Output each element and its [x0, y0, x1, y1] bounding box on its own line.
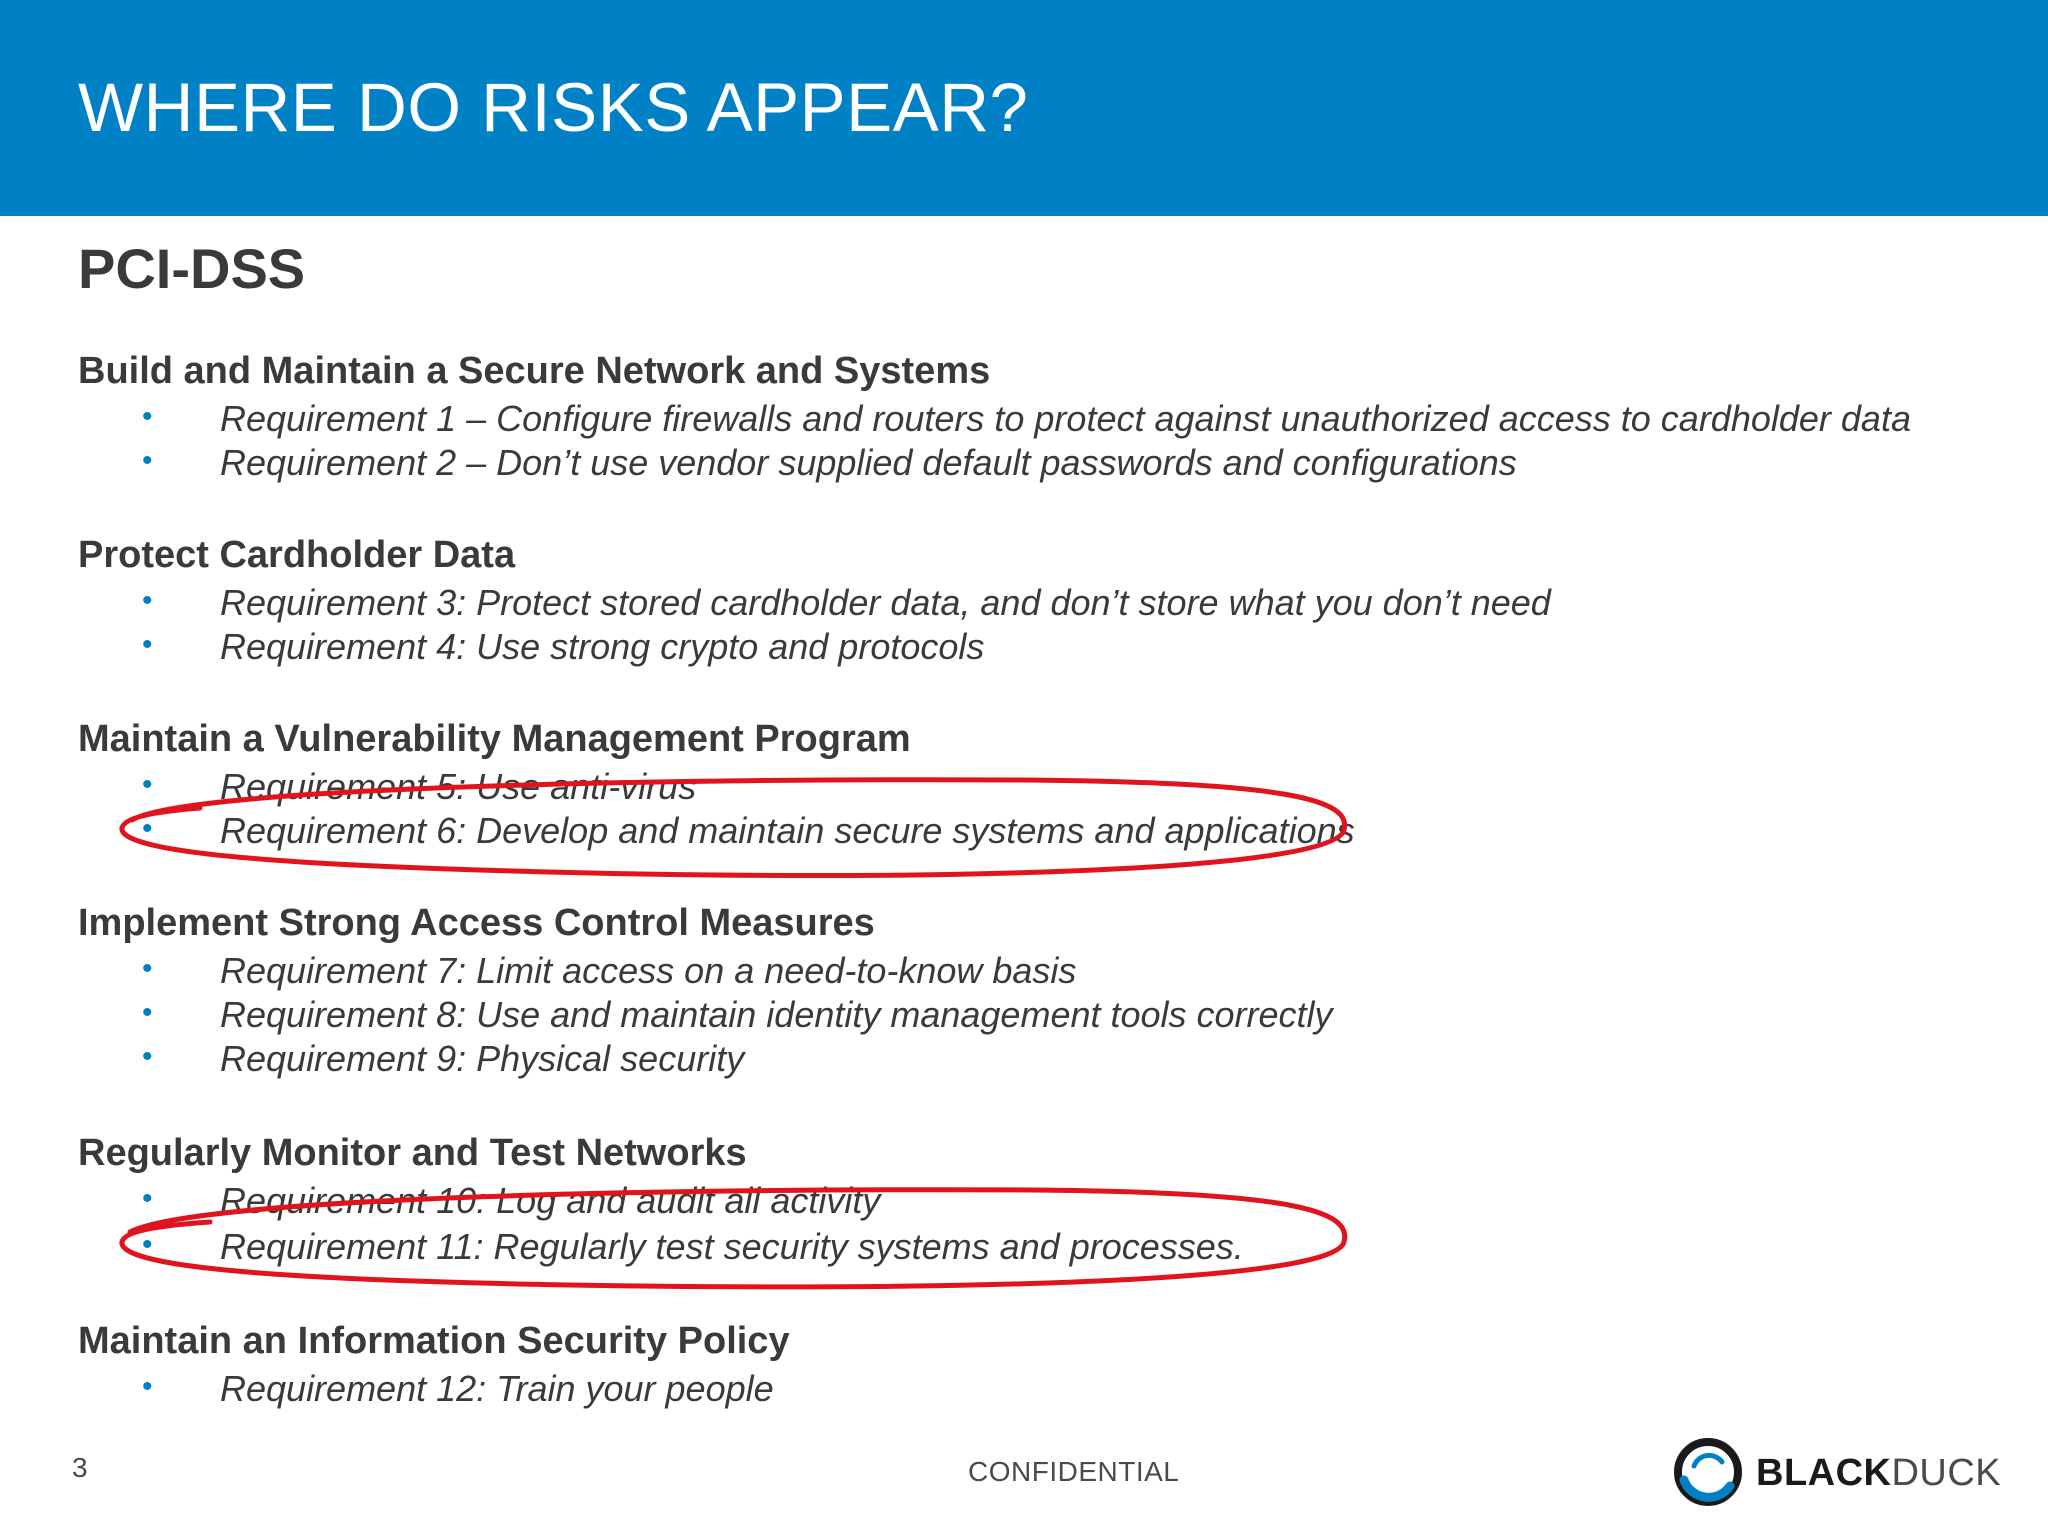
- requirement-text: Requirement 1 – Configure firewalls and routers to protect against unauthorized access to cardholder data: [220, 398, 1911, 439]
- page-number: 3: [72, 1452, 88, 1483]
- slide-title: WHERE DO RISKS APPEAR?: [78, 69, 1029, 146]
- bullet-icon: •: [142, 768, 153, 801]
- bullet-icon: •: [142, 996, 153, 1029]
- bullet-icon: •: [142, 1182, 153, 1215]
- requirement-text: Requirement 7: Limit access on a need-to-know basis: [220, 950, 1077, 991]
- bullet-icon: •: [142, 584, 153, 617]
- logo-wordmark: [1756, 1452, 2001, 1495]
- section-heading-access-control: Implement Strong Access Control Measures: [78, 902, 875, 944]
- section-heading-secure-network: Build and Maintain a Secure Network and Systems: [78, 350, 991, 392]
- title-band: [0, 0, 2048, 216]
- requirement-text: Requirement 10: Log and audit all activity: [220, 1180, 881, 1221]
- confidential-label: CONFIDENTIAL: [968, 1456, 1180, 1487]
- requirement-text: Requirement 11: Regularly test security systems and processes.: [220, 1226, 1244, 1267]
- requirement-text: Requirement 6: Develop and maintain secure systems and applications: [220, 810, 1355, 851]
- logo-word-duck: DUCK: [1891, 1452, 2002, 1494]
- requirement-text: Requirement 8: Use and maintain identity management tools correctly: [220, 994, 1333, 1035]
- blackduck-logo: [1672, 1436, 2002, 1508]
- bullet-icon: •: [142, 444, 153, 477]
- section-heading-vulnerability-management: Maintain a Vulnerability Management Program: [78, 718, 911, 760]
- bullet-icon: •: [142, 400, 153, 433]
- requirement-text: Requirement 4: Use strong crypto and protocols: [220, 626, 985, 667]
- bullet-icon: •: [142, 952, 153, 985]
- bullet-icon: •: [142, 1040, 153, 1073]
- requirement-text: Requirement 2 – Don’t use vendor supplied default passwords and configurations: [220, 442, 1517, 483]
- logo-word-black: BLACK: [1756, 1452, 1892, 1494]
- requirement-text: Requirement 12: Train your people: [220, 1368, 774, 1409]
- blackduck-logo-icon: [1672, 1436, 1744, 1508]
- bullet-icon: •: [142, 628, 153, 661]
- bullet-icon: •: [142, 1370, 153, 1403]
- bullet-icon: •: [142, 1228, 153, 1261]
- section-heading-security-policy: Maintain an Information Security Policy: [78, 1320, 790, 1362]
- requirement-text: Requirement 9: Physical security: [220, 1038, 745, 1079]
- bullet-icon: •: [142, 812, 153, 845]
- section-heading-monitor-test: Regularly Monitor and Test Networks: [78, 1132, 747, 1174]
- requirement-text: Requirement 3: Protect stored cardholder data, and don’t store what you don’t need: [220, 582, 1551, 623]
- requirement-text: Requirement 5: Use anti-virus: [220, 766, 697, 807]
- section-heading-cardholder-data: Protect Cardholder Data: [78, 534, 516, 576]
- slide-subtitle: PCI-DSS: [78, 237, 306, 300]
